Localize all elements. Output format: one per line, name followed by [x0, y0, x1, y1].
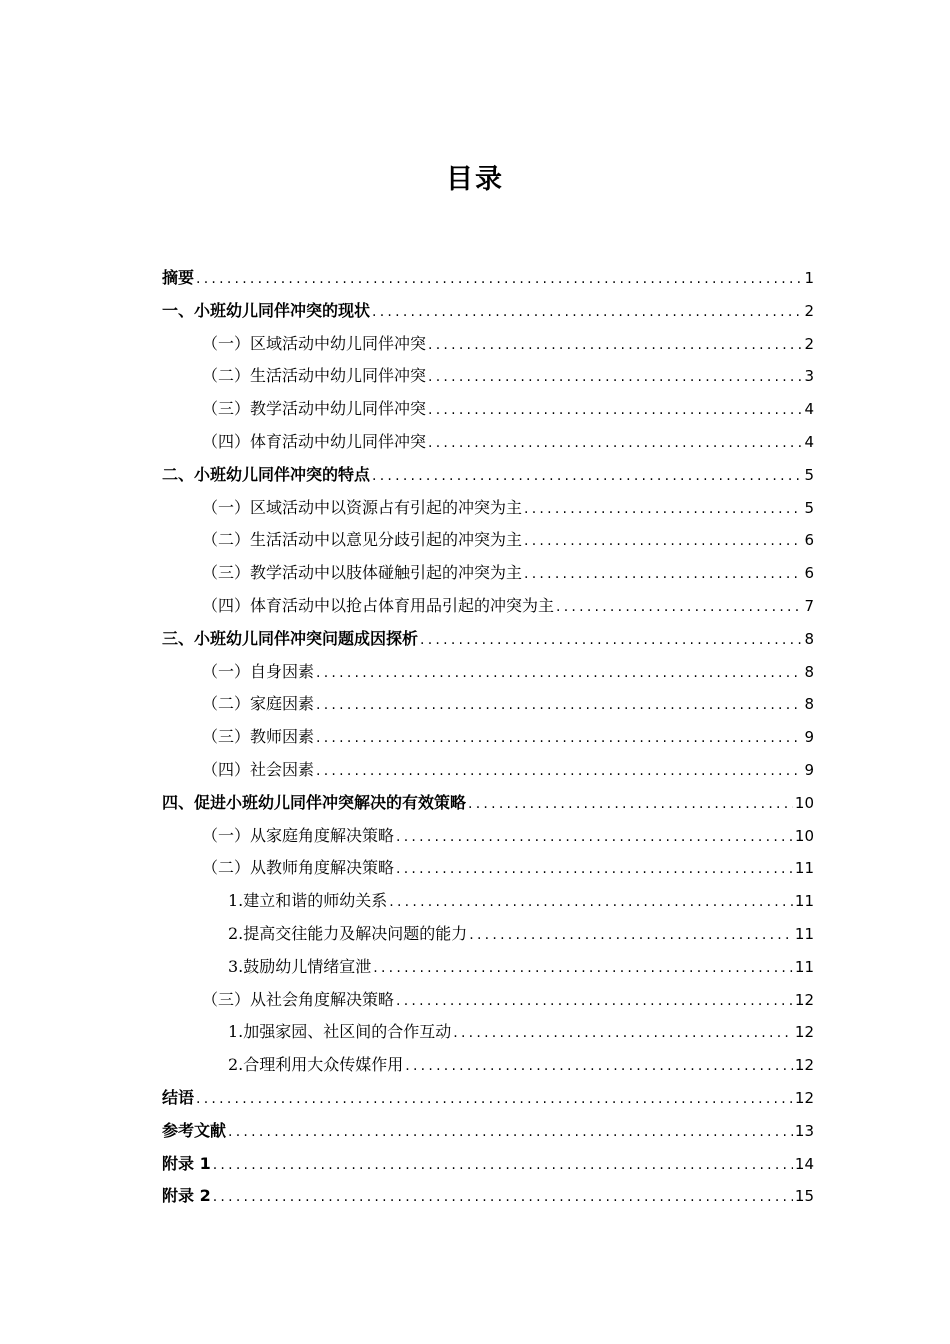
- toc-dot-leader: [213, 1149, 793, 1181]
- toc-entry[interactable]: [162, 656, 814, 689]
- toc-entry-title: 1.建立和谐的师幼关系: [228, 891, 388, 911]
- toc-entry-title: （一）从家庭角度解决策略: [202, 825, 395, 845]
- toc-entry[interactable]: [162, 1016, 814, 1049]
- toc-page-number: 8: [804, 695, 814, 714]
- toc-entry-title: （一）自身因素: [202, 661, 315, 681]
- toc-entry-title: 参考文献: [162, 1120, 227, 1140]
- toc-dot-leader: [396, 853, 793, 885]
- toc-page-number: 12: [794, 1056, 814, 1075]
- toc-entry[interactable]: [162, 426, 814, 459]
- toc-entry[interactable]: [162, 1115, 814, 1148]
- toc-page-number: 7: [804, 596, 814, 615]
- toc-dot-leader: [228, 1116, 793, 1148]
- toc-entry-title: （四）社会因素: [202, 759, 315, 779]
- toc-dot-leader: [405, 1050, 793, 1082]
- toc-entry-title: （二）从教师角度解决策略: [202, 858, 395, 878]
- toc-page-number: 12: [794, 1088, 814, 1107]
- toc-dot-leader: [316, 657, 802, 689]
- toc-entry[interactable]: [162, 492, 814, 525]
- toc-entry-title: 附录 1: [162, 1153, 211, 1173]
- toc-entry-title: （二）生活活动中以意见分歧引起的冲突为主: [202, 530, 523, 550]
- toc-page-number: 5: [804, 498, 814, 517]
- toc-entry-title: 2.提高交往能力及解决问题的能力: [228, 923, 468, 943]
- toc-entry-title: 结语: [162, 1087, 195, 1107]
- toc-page-number: 8: [804, 629, 814, 648]
- toc-entry[interactable]: [162, 295, 814, 328]
- toc-page-number: 4: [804, 400, 814, 419]
- toc-page-number: 4: [804, 432, 814, 451]
- toc-dot-leader: [468, 788, 793, 820]
- toc-page-number: 6: [804, 564, 814, 583]
- toc-page-number: 9: [804, 728, 814, 747]
- toc-entry-title: 二、小班幼儿同伴冲突的特点: [162, 464, 371, 484]
- toc-page-number: 11: [794, 924, 814, 943]
- toc-page-number: 14: [794, 1154, 814, 1173]
- toc-entry[interactable]: [162, 918, 814, 951]
- toc-dot-leader: [372, 460, 802, 492]
- table-of-contents: [162, 262, 814, 1213]
- toc-entry-title: （二）家庭因素: [202, 694, 315, 714]
- toc-entry-title: 3.鼓励幼儿情绪宣泄: [228, 956, 372, 976]
- toc-entry[interactable]: [162, 1049, 814, 1082]
- toc-entry-title: （三）教师因素: [202, 727, 315, 747]
- toc-page-number: 2: [804, 334, 814, 353]
- toc-page-number: 3: [804, 367, 814, 386]
- toc-dot-leader: [213, 1181, 793, 1213]
- toc-dot-leader: [524, 493, 802, 525]
- toc-entry-title: （二）生活活动中幼儿同伴冲突: [202, 366, 427, 386]
- toc-page-number: 13: [794, 1121, 814, 1140]
- toc-dot-leader: [524, 525, 802, 557]
- toc-dot-leader: [420, 624, 802, 656]
- toc-entry-title: （三）教学活动中以肢体碰触引起的冲突为主: [202, 563, 523, 583]
- toc-entry[interactable]: [162, 721, 814, 754]
- toc-page-number: 12: [794, 990, 814, 1009]
- toc-entry[interactable]: [162, 1082, 814, 1115]
- toc-entry[interactable]: [162, 754, 814, 787]
- toc-page-number: 9: [804, 760, 814, 779]
- toc-dot-leader: [453, 1017, 793, 1049]
- toc-entry[interactable]: [162, 557, 814, 590]
- toc-entry[interactable]: [162, 885, 814, 918]
- toc-entry[interactable]: [162, 984, 814, 1017]
- toc-dot-leader: [428, 427, 802, 459]
- toc-dot-leader: [428, 394, 802, 426]
- toc-entry[interactable]: [162, 1180, 814, 1213]
- toc-page-number: 10: [794, 793, 814, 812]
- toc-dot-leader: [196, 1083, 793, 1115]
- toc-entry-title: 2.合理利用大众传媒作用: [228, 1055, 404, 1075]
- toc-entry-title: （一）区域活动中以资源占有引起的冲突为主: [202, 497, 523, 517]
- toc-entry-title: 四、促进小班幼儿同伴冲突解决的有效策略: [162, 792, 467, 812]
- toc-entry[interactable]: [162, 688, 814, 721]
- toc-page-number: 1: [804, 269, 814, 287]
- toc-entry[interactable]: [162, 262, 814, 295]
- toc-dot-leader: [316, 689, 802, 721]
- toc-dot-leader: [428, 329, 802, 361]
- toc-entry-title: 附录 2: [162, 1186, 211, 1206]
- toc-dot-leader: [396, 985, 793, 1017]
- toc-entry-title: （一）区域活动中幼儿同伴冲突: [202, 333, 427, 353]
- toc-entry[interactable]: [162, 328, 814, 361]
- toc-entry[interactable]: [162, 1148, 814, 1181]
- toc-entry[interactable]: [162, 951, 814, 984]
- toc-page-number: 8: [804, 662, 814, 681]
- toc-entry-title: 1.加强家园、社区间的合作互动: [228, 1022, 452, 1042]
- toc-page-number: 6: [804, 531, 814, 550]
- toc-entry[interactable]: [162, 393, 814, 426]
- toc-entry-title: 摘要: [162, 268, 195, 287]
- toc-dot-leader: [196, 263, 802, 295]
- toc-page-number: 2: [804, 301, 814, 320]
- toc-entry-title: 三、小班幼儿同伴冲突问题成因探析: [162, 628, 419, 648]
- toc-entry[interactable]: [162, 590, 814, 623]
- toc-dot-leader: [396, 821, 793, 853]
- toc-dot-leader: [524, 558, 802, 590]
- toc-dot-leader: [316, 722, 802, 754]
- toc-entry[interactable]: [162, 787, 814, 820]
- toc-page-number: 11: [794, 859, 814, 878]
- toc-page-number: 12: [794, 1023, 814, 1042]
- toc-entry[interactable]: [162, 524, 814, 557]
- toc-page-number: 5: [804, 465, 814, 484]
- toc-dot-leader: [469, 919, 793, 951]
- toc-entry[interactable]: [162, 459, 814, 492]
- toc-dot-leader: [428, 361, 802, 393]
- toc-dot-leader: [372, 296, 802, 328]
- toc-dot-leader: [389, 886, 793, 918]
- toc-dot-leader: [316, 755, 802, 787]
- toc-entry-title: 一、小班幼儿同伴冲突的现状: [162, 300, 371, 320]
- toc-dot-leader: [373, 952, 793, 984]
- toc-entry[interactable]: [162, 360, 814, 393]
- toc-page-number: 10: [794, 826, 814, 845]
- toc-page-number: 11: [794, 892, 814, 911]
- toc-entry-title: （三）从社会角度解决策略: [202, 989, 395, 1009]
- page-title: 目录: [446, 164, 504, 195]
- toc-entry[interactable]: [162, 820, 814, 853]
- toc-entry-title: （四）体育活动中以抢占体育用品引起的冲突为主: [202, 595, 555, 615]
- toc-entry[interactable]: [162, 623, 814, 656]
- toc-entry-title: （四）体育活动中幼儿同伴冲突: [202, 431, 427, 451]
- toc-entry-title: （三）教学活动中幼儿同伴冲突: [202, 399, 427, 419]
- toc-page-number: 15: [794, 1187, 814, 1206]
- toc-entry[interactable]: [162, 852, 814, 885]
- toc-page-number: 11: [794, 957, 814, 976]
- toc-dot-leader: [556, 591, 802, 623]
